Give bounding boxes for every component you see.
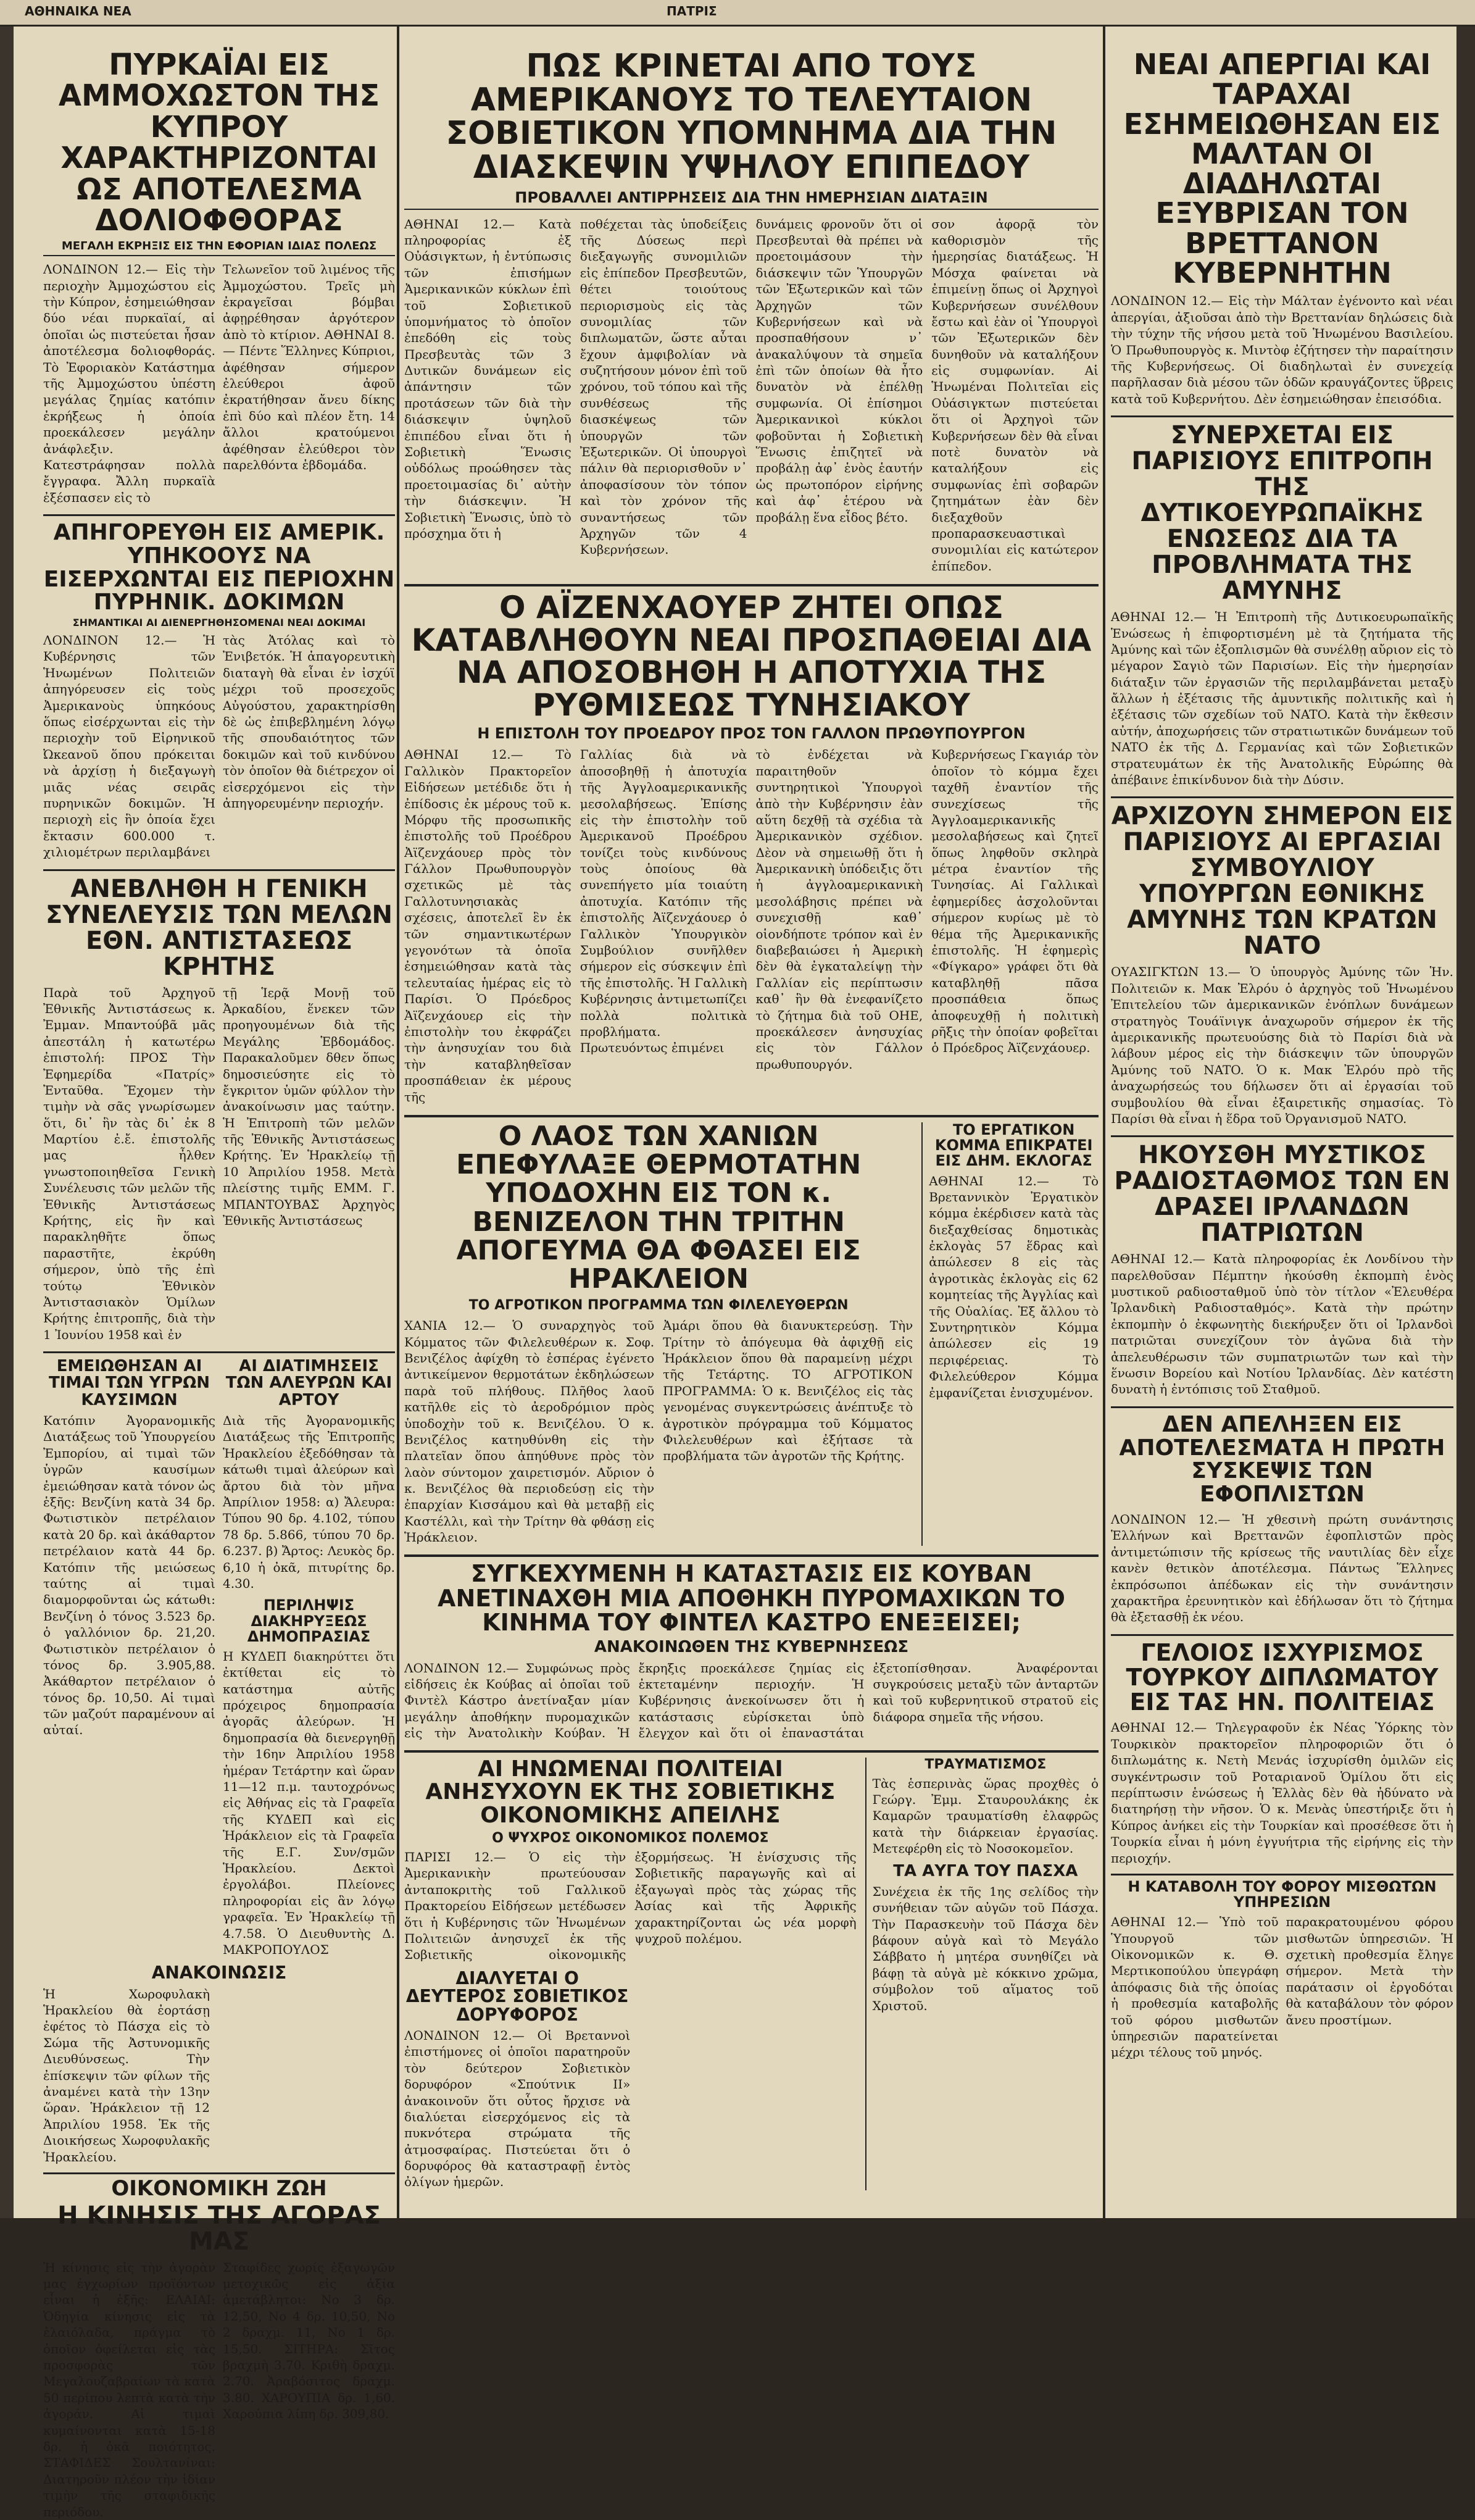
article-text: Η ΚΥΔΕΠ διακηρύττει ὅτι ἐκτίθεται εἰς τὸ κατάστημα αὐτῆς πρόχειρος δημοπρασία ἀγορᾶς ἀλεύρων. Ἡ δημοπρασία θὰ διενεργηθῇ τὴν 16ην Ἀπριλίου 1958 ἡμέραν Τετάρτην καὶ ὥραν 11—12 π.μ. ταυτοχρόνως εἰς Ἀθήνας εἰς τὰ Γραφεῖα τῆς ΚΥΔΕΠ καὶ εἰς Ἡράκλειον εἰς τὰ Γραφεῖα τῆς Ε.Γ. Συν/σμῶν Ἡρακλείου. Δεκτοὶ ἐργολάβοι. Πλείονες πληροφορίαι εἰς ἃν λόγῳ γραφεῖα. Ἐν Ἡρακλείῳ τῇ 4.7.58. Ὁ Διευθυντὴς Δ. ΜΑΚΡΟΠΟΥΛΟΣ [223,1648,395,1957]
right-column [1111,49,1453,2216]
article-text: ΛΟΝΔΙΝΟΝ 12.— Εἰς τὴν περιοχὴν Ἀμμοχώστου εἰς τὴν Κύπρον, ἐσημειώθησαν δύο νέαι πυρκαϊαί, αἱ ὁποῖαι ὡς πιστεύεται ἦσαν ἀποτέλεσμα δολιοφθοράς. Τὸ Ἐφοριακὸν Κατάστημα τῆς Ἀμμοχώστου ὑπέστη μεγάλας ζημίας κατόπιν ἐκρήξεως ἡ ὁποία προεκάλεσεν μεγάλην ἀνάφλεξιν. Κατεστράφησαν πολλὰ ἔγγραφα. Ἄλλη πυρκαϊὰ ἐξέσπασεν εἰς τὸ [43,262,215,505]
headline: Ο ΑΪΖΕΝΧΑΟΥΕΡ ΖΗΤΕΙ ΟΠΩΣ ΚΑΤΑΒΛΗΘΟΥΝ ΝΕΑΙ ΠΡΟΣΠΑΘΕΙΑΙ ΔΙΑ ΝΑ ΑΠΟΣΟΒΗΘΗ Η ΑΠΟΤΥΧΙΑ ΤΗΣ ΡΥΘΜΙΣΕΩΣ ΤΥΝΗΣΙΑΚΟΥ [404,584,1099,721]
article-text: ΑΘΗΝΑΙ 12.— Τὸ Γαλλικὸν Πρακτορεῖον Εἰδήσεων μετέδιδε ὅτι ἡ ἐπίδοσις ἐκ μέρους τοῦ κ. Μόρφυ τῆς προσωπικῆς ἐπιστολῆς τοῦ Προέδρου Ἀϊζενχάουερ πρὸς τὸν Γάλλον Πρωθυπουργὸν σχετικῶς μὲ τὰς Γαλλοτυνησιακὰς σχέσεις, ἀποτελεῖ ἓν ἐκ τῶν σημαντικωτέρων γεγονότων τὰ ὁποῖα ἐσημειώθησαν κατὰ τὰς τελευταίας ἡμέρας εἰς τὸ Παρίσι. Ὁ Πρόεδρος Ἀϊζενχάουερ εἰς τὴν ἐπιστολὴν του ἐκφράζει τὴν ἀνησυχίαν του διὰ τὴν καταβληθεῖσαν προσπάθειαν ἐκ μέρους τῆς [404,747,571,1104]
headline: Η ΚΑΤΑΒΟΛΗ ΤΟΥ ΦΟΡΟΥ ΜΙΣΘΩΤΩΝ ΥΠΗΡΕΣΙΩΝ [1111,1874,1453,1910]
page-right-edge [1456,0,1475,2218]
article-text: ΑΘΗΝΑΙ 12.— Κατὰ πληροφορίας ἐκ Λονδίνου τὴν παρελθοῦσαν Πέμπτην ἠκούσθη ἐκπομπὴ ἑνὸς μυστικοῦ ραδιοσταθμοῦ ὑπὸ τὸν τίτλον «Ἐλευθέρα Ἰρλανδικὴ Ραδιοσταθμός». Κατὰ τὴν πρώτην ἐκπομπὴν ὁ ἐκφωνητὴς διεκήρυξεν ὅτι οἱ Ἰρλανδοὶ πατριῶται συνεχίζουν τὸν ἀγῶνα διὰ τὴν ἀπελευθέρωσιν τῶν συμπατριωτῶν των καὶ τὴν ἕνωσιν Βορείου καὶ Νοτίου Ἰρλανδίας. Δὲν κατέστη δυνατὴ ἡ ἐντόπισις τοῦ Σταθμοῦ. [1111,1251,1453,1397]
headline: ΑΙ ΔΙΑΤΙΜΗΣΕΙΣ ΤΩΝ ΑΛΕΥΡΩΝ ΚΑΙ ΑΡΤΟΥ [225,1357,393,1409]
headline: ΔΙΑΛΥΕΤΑΙ Ο ΔΕΥΤΕΡΟΣ ΣΟΒΙΕΤΙΚΟΣ ΔΟΡΥΦΟΡΟΣ [405,1967,629,2025]
subheadline: Η ΕΠΙΣΤΟΛΗ ΤΟΥ ΠΡΟΕΔΡΟΥ ΠΡΟΣ ΤΟΝ ΓΑΛΛΟΝ ΠΡΩΘΥΠΟΥΡΓΟΝ [477,725,1026,743]
article-text: ΛΟΝΔΙΝΟΝ 12.— Ἡ χθεσινὴ πρώτη συνάντησις Ἑλλήνων καὶ Βρεττανῶν ἐφοπλιστῶν πρὸς ἀντιμετώπισιν τῆς κρίσεως τῆς ναυτιλίας δὲν εἶχε κανὲν θετικὸν ἀποτέλεσμα. Πάντως Ἕλληνες ἐκπρόσωποι ἀπέδωκαν εἰς τὴν συνάντησιν χαρακτῆρα ἐρευνητικὸν καὶ ἐδήλωσαν ὅτι τὸ ζήτημα θὰ ἐξετασθῇ ἐκ νέου. [1111,1512,1453,1625]
article-text: ΑΘΗΝΑΙ 12.— Ὑπὸ τοῦ Ὑπουργοῦ τῶν Οἰκονομικῶν κ. Θ. Μερτικοπούλου ὑπεγράφη ἀπόφασις διὰ τῆς ὁποίας ἡ προθεσμία καταβολῆς τοῦ φόρου μισθωτῶν ὑπηρεσιῶν παρατείνεται μέχρι τέλους τοῦ μηνός. [1111,1914,1279,2060]
headline: ΔΕΝ ΑΠΕΛΗΞΕΝ ΕΙΣ ΑΠΟΤΕΛΕΣΜΑΤΑ Η ΠΡΩΤΗ ΣΥΣΚΕΨΙΣ ΤΩΝ ΕΦΟΠΛΙΣΤΩΝ [1111,1406,1453,1506]
article-text: ΑΘΗΝΑΙ 12.— Τὸ Βρεταννικὸν Ἐργατικὸν κόμμα ἐκέρδισεν κατὰ τὰς διεξαχθείσας δημοτικὰς ἐκλογὰς 57 ἕδρας καὶ ἀπώλεσεν 8 εἰς τὰς ἀγροτικὰς ἐκλογὰς εἰς 62 κομητείας τῆς Ἀγγλίας καὶ τῆς Οὐαλίας. Ἐξ ἄλλου τὸ Συντηρητικὸν Κόμμα ἀπώλεσεν εἰς 19 περιφέρειας. Τὸ Φιλελεύθερον Κόμμα ἐμφανίζεται ἐνισχυμένον. [929,1173,1099,1400]
subheadline: ΜΕΓΑΛΗ ΕΚΡΗΞΙΣ ΕΙΣ ΤΗΝ ΕΦΟΡΙΑΝ ΙΔΙΑΣ ΠΟΛΕΩΣ [43,241,395,256]
column-rule [1103,25,1105,2218]
article-text: παρακρατουμένου φόρου μισθωτῶν ὑπηρεσιῶν. Ἡ σχετικὴ προθεσμία ἔληγε σήμερον. Μετὰ τὴν παράτασιν οἱ ἐργοδόται θὰ καταβάλουν τὸν φόρον ἄνευ προστίμων. [1286,1914,1453,2027]
center-column [404,49,1099,2216]
headline: Ο ΛΑΟΣ ΤΩΝ ΧΑΝΙΩΝ ΕΠΕΦΥΛΑΞΕ ΘΕΡΜΟΤΑΤΗΝ ΥΠΟΔΟΧΗΝ ΕΙΣ ΤΟΝ κ. ΒΕΝΙΖΕΛΟΝ ΤΗΝ ΤΡΙΤΗΝ ΑΠΟΓΕΥΜΑ ΘΑ ΦΘΑΣΕΙ ΕΙΣ ΗΡΑΚΛΕΙΟΝ [456,1120,862,1295]
headline: ΕΜΕΙΩΘΗΣΑΝ ΑΙ ΤΙΜΑΙ ΤΩΝ ΥΓΡΩΝ ΚΑΥΣΙΜΩΝ [48,1357,210,1409]
article-text: ΑΘΗΝΑΙ 12.— Τηλεγραφοῦν ἐκ Νέας Ὑόρκης τὸν Τουρκικὸν πρακτορεῖον πληροφοριῶν ὅτι ὁ διπλωμάτης κ. Νετὴ Μενάς ἰσχυρίσθη ὁμιλῶν εἰς συγκέντρωσιν τοῦ Ροταριανοῦ Ὁμίλου ὅτι εἰς περίπτωσιν ἑνώσεως ἡ Ἑλλὰς δὲν θὰ ἠδύνατο νὰ διατηρήσῃ τὴν νῆσον. Ὁ κ. Μενὰς ὑπεστήριξε ὅτι ἡ Κύπρος ἀνήκει εἰς τὴν Τουρκίαν καὶ προσέθεσε ὅτι ἡ Τουρκία εἶναι ἡ μόνη ἐγγυήτρια τῆς εἰρήνης εἰς τὴν περιοχήν. [1111,1720,1453,1866]
masthead-left: ΑΘΗΝΑΙΚΑ ΝΕΑ [25,4,131,19]
article-text: τῇ Ἱερᾷ Μονῇ τοῦ Ἀρκαδίου, ἕνεκεν τῶν προηγουμένων διὰ τῆς Μεγάλης Ἑβδομάδος. Παρακαλοῦμεν δθεν ὅπως δημοσιεύσητε εἰς τὸ ἔγκριτον ὑμῶν φύλλον τὴν ἀνακοίνωσιν μας ταύτην. Ἡ Ἐπιτροπὴ τῶν μελῶν τῆς Ἐθνικῆς Ἀντιστάσεως Κρήτης. Ἐν Ἡρακλείῳ τῇ 10 Ἀπριλίου 1958. Μετὰ πλείστης τιμῆς ΕΜΜ. Γ. ΜΠΑΝΤΟΥΒΑΣ Ἀρχηγὸς Ἐθνικῆς Ἀντιστάσεως [223,985,395,1229]
subheadline: ΑΝΑΚΟΙΝΩΘΕΝ ΤΗΣ ΚΥΒΕΡΝΗΣΕΩΣ [594,1638,909,1657]
subheadline: ΠΡΟΒΑΛΛΕΙ ΑΝΤΙΡΡΗΣΕΙΣ ΔΙΑ ΤΗΝ ΗΜΕΡΗΣΙΑΝ ΔΙΑΤΑΞΙΝ [404,190,1099,209]
headline: ΣΥΓΚΕΧΥΜΕΝΗ Η ΚΑΤΑΣΤΑΣΙΣ ΕΙΣ ΚΟΥΒΑΝ ΑΝΕΤΙΝΑΧΘΗ ΜΙΑ ΑΠΟΘΗΚΗ ΠΥΡΟΜΑΧΙΚΩΝ ΤΟ ΚΙΝΗΜΑ ΤΟΥ ΦΙΝΤΕΛ ΚΑΣΤΡΟ ΕΝΕΞΕΙΣΕΙ; [404,1554,1099,1636]
headline: ΤΡΑΥΜΑΤΙΣΜΟΣ [924,1756,1047,1772]
article-text: ΛΟΝΔΙΝΟΝ 12.— Συμφώνως πρὸς εἰδήσεις ἐκ Κούβας αἱ ὁποῖαι τοῦ Φιντὲλ Κάστρο ἀνετίναξαν μίαν μεγάλην ἀποθήκην πυρομαχικῶν εἰς τὴν Ἀνατολικὴν Κούβαν. Ἡ ἔκρηξις προεκάλεσε ζημίας εἰς ἐκτεταμένην περιοχήν. Ἡ Κυβέρνησις ἀνεκοίνωσεν ὅτι ἡ κατάστασις εὑρίσκεται ὑπὸ ἔλεγχον καὶ ὅτι οἱ ἐπαναστάται ἐξετοπίσθησαν. Ἀναφέρονται συγκρούσεις μεταξὺ τῶν ἀνταρτῶν καὶ τοῦ κυβερνητικοῦ στρατοῦ εἰς διάφορα σημεῖα τῆς νήσου. [404,1660,1099,1741]
article-text: ΛΟΝΔΙΝΟΝ 12.— Εἰς τὴν Μάλταν ἐγένοντο καὶ νέαι ἀπεργίαι, ἀξιοῦσαι ἀπὸ τὴν Βρεττανίαν δηλώσεις διὰ τὴν τύχην τῆς νήσου μετὰ τοῦ Ἡνωμένου Βασιλείου. Ὁ Πρωθυπουργὸς κ. Μιντὸφ ἐζήτησεν τὴν παραίτησιν τῆς Κυβερνήσεως. Οἱ διαδηλωταὶ ἐν συνεχείᾳ παρῆλασαν διὰ μέσου τῶν ὁδῶν κραυγάζοντες ὕβρεις κατὰ τοῦ Κυβερνήτου. Δὲν ἐσημειώθησαν ἐπεισόδια. [1111,293,1453,406]
masthead-strip [0,0,1475,27]
article-text: ΟΥΑΣΙΓΚΤΩΝ 13.— Ὁ ὑπουργὸς Ἀμύνης τῶν Ἡν. Πολιτειῶν κ. Μακ Ἐλρόυ ὁ ἀρχηγὸς τοῦ Ἡνωμένου Ἐπιτελείου τῶν ἀμερικανικῶν ἐνόπλων δυνάμεων στρατηγὸς Τουάϊνιγκ ἀναχωροῦν σήμερον ἐκ τῆς ἀμερικανικῆς πρωτευούσης διὰ τὸ Παρίσι διὰ νὰ λάβουν μέρος εἰς τὴν διάσκεψιν τῶν ὑπουργῶν Ἀμύνης τοῦ NATO. Ὁ κ. Μακ Ἐλρόυ πρὸ τῆς ἀναχωρήσεώς του δήλωσεν ὅτι αἱ ἐργασίαι τοῦ συμβουλίου θὰ εἶναι ἐξαιρετικῆς σημασίας. Τὸ Παρίσι θὰ εἶναι ἡ ἕδρα τοῦ Ὀργανισμοῦ NATO. [1111,964,1453,1126]
headline: ΝΕΑΙ ΑΠΕΡΓΙΑΙ ΚΑΙ ΤΑΡΑΧΑΙ ΕΣΗΜΕΙΩΘΗΣΑΝ ΕΙΣ ΜΑΛΤΑΝ ΟΙ ΔΙΑΔΗΛΩΤΑΙ ΕΞΥΒΡΙΣΑΝ ΤΟΝ ΒΡΕΤΤΑΝΟΝ ΚΥΒΕΡΝΗΤΗΝ [1123,48,1441,290]
headline: ΣΥΝΕΡΧΕΤΑΙ ΕΙΣ ΠΑΡΙΣΙΟΥΣ ΕΠΙΤΡΟΠΗ ΤΗΣ ΔΥΤΙΚΟΕΥΡΩΠΑΪΚΗΣ ΕΝΩΣΕΩΣ ΔΙΑ ΤΑ ΠΡΟΒΛΗΜΑΤΑ ΤΗΣ ΑΜΥΝΗΣ [1111,415,1453,604]
article-text: Παρὰ τοῦ Ἀρχηγοῦ Ἐθνικῆς Ἀντιστάσεως κ. Ἐμμαν. Μπαντούβᾶ μᾶς ἀπεστάλη ἡ κατωτέρω ἐπιστολή: ΠΡΟΣ Τὴν Ἐφημερίδα «Πατρίς» Ἐνταῦθα. Ἔχομεν τὴν τιμὴν νὰ σᾶς γνωρίσωμεν ὅτι, δι᾽ ἣν τὰς δι᾽ ἐκ 8 Μαρτίου ἐ.ἔ. ἐπιστολῆς μας ἦλθεν γνωστοποιηθεῖσα Γενικὴ Συνέλευσις τῶν μελῶν τῆς Ἐθνικῆς Ἀντιστάσεως Κρήτης, εἰς ἣν καὶ παρακληθῆτε ὅπως παραστῆτε, ἐκρύθη σήμερον, ὑπὸ τῆς ἐπὶ τούτῳ Ἐθνικὸν Ἀντιστασιακὸν Ὁμίλων Κρήτης ἐπιτροπῆς, διὰ τὴν 1 Ἰουνίου 1958 καὶ ἐν [43,985,215,1342]
subheadline: ΣΗΜΑΝΤΙΚΑΙ ΑΙ ΔΙΕΝΕΡΓΗΘΗΣΟΜΕΝΑΙ ΝΕΑΙ ΔΟΚΙΜΑΙ [72,617,366,629]
subheadline: ΤΟ ΑΓΡΟΤΙΚΟΝ ΠΡΟΓΡΑΜΜΑ ΤΩΝ ΦΙΛΕΛΕΥΘΕΡΩΝ [468,1298,849,1314]
article-text: Ἀμάρι ὅπου θὰ διανυκτερεύσῃ. Τὴν Τρίτην τὸ ἀπόγευμα θὰ ἀφιχθῇ εἰς Ἡράκλειον ὅπου θὰ παραμείνῃ μέχρι τῆς Τετάρτης. ΤΟ ΑΓΡΟΤΙΚΟΝ ΠΡΟΓΡΑΜΜΑ: Ὁ κ. Βενιζέλος εἰς τὰς γενομένας συγκεντρώσεις ἀνέπτυξε τὸ ἀγροτικὸν πρόγραμμα τοῦ Κόμματος Φιλελευθέρων καὶ ἐξήτασε τὰ προβλήματα τῶν ἀγροτῶν τῆς Κρήτης. [663,1318,913,1464]
headline: ΓΕΛΟΙΟΣ ΙΣΧΥΡΙΣΜΟΣ ΤΟΥΡΚΟΥ ΔΙΠΛΩΜΑΤΟΥ ΕΙΣ ΤΑΣ ΗΝ. ΠΟΛΙΤΕΙΑΣ [1111,1634,1453,1715]
headline: Η ΚΙΝΗΣΙΣ ΤΗΣ ΑΓΟΡΑΣ ΜΑΣ [57,2201,381,2256]
headline: ΑΡΧΙΖΟΥΝ ΣΗΜΕΡΟΝ ΕΙΣ ΠΑΡΙΣΙΟΥΣ ΑΙ ΕΡΓΑΣΙΑΙ ΣΥΜΒΟΥΛΙΟΥ ΥΠΟΥΡΓΩΝ ΕΘΝΙΚΗΣ ΑΜΥΝΗΣ ΤΩΝ ΚΡΑΤΩΝ ΝΑΤΟ [1111,796,1453,959]
article-text: σον ἀφορᾷ τὸν καθορισμὸν τῆς ἡμερησίας διατάξεως. Ἡ Μόσχα φαίνεται νὰ ἐπιμείνῃ ὅπως οἱ Ἀρχηγοὶ Κυβερνήσεων συνέλθουν ἔστω καὶ ἐὰν οἱ Ὑπουργοὶ τῶν Ἐξωτερικῶν δὲν δυνηθοῦν νὰ καταλήξουν εἰς συμφωνίαν. Αἱ Ἡνωμέναι Πολιτεῖαι εἰς Οὐάσιγκτων πιστεύεται ὅτι οἱ Ἀρχηγοὶ τῶν Κυβερνήσεων δὲν θὰ εἶναι ποτὲ δυνατὸν νὰ καταλήξουν εἰς συμφωνίας ἐπὶ σοβαρῶν ζητημάτων ἐὰν δὲν διεξαχθοῦν προπαρασκευαστικαὶ συνομιλίαι εἰς κατώτερον ἐπίπεδον. [931,216,1099,574]
article-text: Ἡ κίνησις εἰς τὴν ἀγορὰν μας ἐγχωρίων προϊόντων εἶναι ἡ ἑξῆς: ΕΛΑΙΑΙ: Ὁδηγία κίνησις εἰς τὰ ἐλαιόλαδα, πράγμα τὸ ὁποῖον ὀφείλεται εἰς τὰς προσφορὰς τῶν Μεγαλουζαβραίων τὰ κατὰ 50 περίπου λεπτὰ κατὰ τὴν ἀγοράν. Αἱ τιμαὶ κυμαίνονται κατὰ 15-18 δρ. ἡ ὀκᾶ ποιότητος. ΣΤΑΦΙΔΕΣ Σουλτανίναι: Διατηροῦν πλέον τὴν ἰδίαν τιμὴν τῆς σταφιδικῆς περιόδου. [43,2259,215,2519]
article-text: τὰς Ἀτόλας καὶ τὸ Ἐνιβετόκ. Ἡ ἀπαγορευτικὴ διαταγὴ θὰ εἶναι ἐν ἰσχύϊ μέχρι τοῦ προσεχοῦς Αὐγούστου, χαρακτηρίσθη δὲ ὡς ἐπιβεβλημένη λόγῳ τῆς σπουδαιότητος τῶν δοκιμῶν καὶ τοῦ κινδύνου τὸν ὁποῖον θὰ διέτρεχον οἱ εἰσερχόμενοι εἰς τὴν ἀπηγορευμένην περιοχήν. [223,633,395,811]
column-rule [397,25,399,2218]
headline: ΑΝΕΒΛΗΘΗ Η ΓΕΝΙΚΗ ΣΥΝΕΛΕΥΣΙΣ ΤΩΝ ΜΕΛΩΝ ΕΘΝ. ΑΝΤΙΣΤΑΣΕΩΣ ΚΡΗΤΗΣ [43,869,395,980]
article-text: Ἡ Χωροφυλακὴ Ἡρακλείου θὰ ἐορτάσῃ ἐφέτος τὸ Πάσχα εἰς τὸ Σώμα τῆς Ἀστυνομικῆς Διευθύνσεως. Τὴν ἐπίσκεψιν τῶν φίλων τῆς ἀναμένει κατὰ τὴν 13ην ὥραν. Ἡράκλειον τῇ 12 Ἀπριλίου 1958. Ἐκ τῆς Διοικήσεως Χωροφυλακῆς Ἡρακλείου. [43,1986,210,2164]
article-text: ΑΘΗΝΑΙ 12.— Κατὰ πληροφορίας ἐξ Οὐάσιγκτων, ἡ ἐντύπωσις τῶν ἐπισήμων Ἀμερικανικῶν κύκλων ἐπὶ τοῦ Σοβιετικοῦ ὑπομνήματος τὸ ὁποῖον ἐπεδόθη εἰς τοὺς Πρεσβευτὰς τῶν 3 Δυτικῶν δυνάμεων εἰς ἀπάντησιν τῶν προτάσεων τῶν διὰ τὴν διάσκεψιν ὑψηλοῦ ἐπιπέδου εἶναι ὅτι ἡ Σοβιετικὴ Ἕνωσις οὐδόλως προώθησεν τὰς προετοιμασίας δι᾽ αὐτὴν τὴν διάσκεψιν. Ἡ Σοβιετικὴ Ἕνωσις, ὑπὸ τὸ πρόσχημα ὅτι ἡ [404,216,571,541]
page-left-edge [0,0,14,2218]
article-text: Κυβερνήσεως Γκαγιάρ τὸν ὁποῖον τὸ κόμμα ἔχει ταχθῆ ἐναντίον τῆς συνεχίσεως τῆς Ἀγγλοαμερικανικῆς μεσολαβήσεως καὶ ζητεῖ ὅπως ληφθοῦν σκληρὰ μέτρα ἐναντίον τῆς Τυνησίας. Αἱ Γαλλικαὶ ἐφημερίδες ἀσχολοῦνται σήμερον κυρίως μὲ τὸ θέμα τῆς Ἀμερικανικῆς ἐπιστολῆς. Ἡ ἐφημερὶς «Φίγκαρο» γράφει ὅτι θὰ καταβληθῇ πᾶσα προσπάθεια ὅπως ἀποφευχθῇ ἡ πολιτικὴ ρῆξις τὴν ὁποίαν φοβεῖται ὁ Πρόεδρος Ἀϊζενχάουερ. [931,747,1099,1056]
article-text: ΠΑΡΙΣΙ 12.— Ὁ εἰς τὴν Ἀμερικανικὴν πρωτεύουσαν ἀνταποκριτὴς τοῦ Γαλλικοῦ Πρακτορείου Εἰδήσεων μετέδωσεν ὅτι ἡ Κυβέρνησις τῶν Ἡνωμένων Πολιτειῶν ἀνησυχεῖ ἐκ τῆς Σοβιετικῆς οἰκονομικῆς ἐξορμήσεως. Ἡ ἐνίσχυσις τῆς Σοβιετικῆς παραγωγῆς καὶ αἱ ἐξαγωγαὶ πρὸς τὰς χώρας τῆς Ἀσίας καὶ τῆς Ἀφρικῆς χαρακτηρίζονται ὡς νέα μορφὴ ψυχροῦ πολέμου. [404,1850,857,1963]
subheadline: Ο ΨΥΧΡΟΣ ΟΙΚΟΝΟΜΙΚΟΣ ΠΟΛΕΜΟΣ [492,1830,769,1846]
section-title: ΟΙΚΟΝΟΜΙΚΗ ΖΩΗ [43,2172,395,2200]
masthead-center: ΠΑΤΡΙΣ [667,4,717,19]
headline: ΤΑ ΑΥΓΑ ΤΟΥ ΠΑΣΧΑ [893,1861,1078,1880]
article-text: ΧΑΝΙΑ 12.— Ὁ συναρχηγὸς τοῦ Κόμματος τῶν Φιλελευθέρων κ. Σοφ. Βενιζέλος ἀφίχθη τὸ ἑσπέρας ἐγένετο ἀντικείμενον θερμοτάτων ἐκδηλώσεων παρὰ τοῦ πλήθους. Πλῆθος λαοῦ κατῆλθε εἰς τὸ ἀεροδρόμιον πρὸς ὑποδοχὴν τοῦ κ. Βενιζέλου. Ὁ κ. Βενιζέλος κατηυθύνθη εἰς τὴν πλατεῖαν ὅπου ἀπηύθυνε πρὸς τὸν λαὸν σύντομον χαιρετισμόν. Αὔριον ὁ κ. Βενιζέλος θὰ περιοδεύσῃ εἰς τὴν ἐπαρχίαν Κισσάμου καὶ θὰ μεταβῇ εἰς Καστέλλι, καὶ τὴν Τρίτην θὰ φθάσῃ εἰς Ἡράκλειον. [404,1318,655,1545]
headline: ΠΕΡΙΛΗΨΙΣ ΔΙΑΚΗΡΥΞΕΩΣ ΔΗΜΟΠΡΑΣΙΑΣ [247,1596,371,1645]
headline: ΑΙ ΗΝΩΜΕΝΑΙ ΠΟΛΙΤΕΙΑΙ ΑΝΗΣΥΧΟΥΝ ΕΚ ΤΗΣ ΣΟΒΙΕΤΙΚΗΣ ΟΙΚΟΝΟΜΙΚΗΣ ΑΠΕΙΛΗΣ [425,1756,836,1829]
headline: ΑΝΑΚΟΙΝΩΣΙΣ [151,1963,287,1984]
article-text: Γαλλίας διὰ νὰ ἀποσοβηθῇ ἡ ἀποτυχία τῆς Ἀγγλοαμερικανικῆς μεσολαβήσεως. Ἐπίσης εἰς τὴν ἐπιστολὴν τοῦ Ἀμερικανοῦ Προέδρου τονίζει τοὺς κινδύνους τοὺς ὁποίους θὰ συνεπήγετο μία τοιαύτη ἀποτυχία. Κατόπιν τῆς ἐπιστολῆς Ἀϊζενχάουερ ὁ Γαλλικὸν Ὑπουργικὸν Συμβούλιον συνῆλθεν σήμερον εἰς σύσκεψιν ἐπὶ τῆς ἐπιστολῆς. Ἡ Γαλλικὴ Κυβέρνησις ἀντιμετωπίζει πολλὰ πολιτικὰ προβλήματα. Πρωτευόντως ἐπιμένει [580,747,747,1056]
article-text: ποθέχεται τὰς ὑποδείξεις τῆς Δύσεως περὶ διεξαγωγῆς συνομιλιῶν εἰς ἐπίπεδον Πρεσβευτῶν, θέτει τοιούτους περιορισμοὺς εἰς τὰς συνομιλίας τῶν διπλωματῶν, ὥστε αὗται ἔχουν ἀμφιβολίαν νὰ συζητήσουν μόνον ἐπὶ τοῦ χρόνου, τοῦ τόπου καὶ τῆς συνθέσεως τῆς διασκέψεως τῶν ὑπουργῶν τῶν Ἐξωτερικῶν. Οἱ ὑπουργοὶ πάλιν θὰ περιορισθοῦν ν᾽ ἀποφασίσουν τὸν τόπον καὶ τὸν χρόνον τῆς συναντήσεως τῶν Ἀρχηγῶν τῶν 4 Κυβερνήσεων. [580,216,747,557]
article-text: Συνέχεια ἐκ τῆς 1ης σελίδος τὴν συνήθειαν τῶν αὐγῶν τοῦ Πάσχα. Τὴν Παρασκευὴν τοῦ Πάσχα δὲν βάφουν αὐγὰ καὶ τὸ Μεγάλο Σάββατο ἡ μητέρα συνηθίζει νὰ βάφῃ τὰ αὐγὰ μὲ κόκκινο χρῶμα, σύμβολον τοῦ αἵματος τοῦ Χριστοῦ. [872,1884,1099,2013]
article-text: ΛΟΝΔΙΝΟΝ 12.— Οἱ Βρεταννοὶ ἐπιστήμονες οἱ ὁποῖοι παρατηροῦν τὸν δεύτερον Σοβιετικὸν δορυφόρον «Σπούτνικ ΙΙ» ἀνακοινοῦν ὅτι οὗτος ἤρχισε νὰ διαλύεται εἰσερχόμενος εἰς τὰ πυκνότερα στρώματα τῆς ἀτμοσφαίρας. Πιστεύεται ὅτι ὁ δορυφόρος θὰ καταστραφῇ ἐντὸς ὀλίγων ἡμερῶν. [404,2027,631,2190]
headline: ΑΠΗΓΟΡΕΥΘΗ ΕΙΣ ΑΜΕΡΙΚ. ΥΠΗΚΟΟΥΣ ΝΑ ΕΙΣΕΡΧΩΝΤΑΙ ΕΙΣ ΠΕΡΙΟΧΗΝ ΠΥΡΗΝΙΚ. ΔΟΚΙΜΩΝ [43,514,395,614]
article-text: δυνάμεις φρονοῦν ὅτι οἱ Πρεσβευταὶ θὰ πρέπει νὰ προετοιμάσουν τὴν διάσκεψιν τῶν Ὑπουργῶν τῶν Ἐξωτερικῶν καὶ τῶν Ἀρχηγῶν τῶν Κυβερνήσεων καὶ νὰ προσπαθήσουν ν᾽ ἀνακαλύψουν τὰ σημεῖα ἐπὶ τῶν ὁποίων θὰ ἦτο δυνατὸν νὰ ἐπέλθῃ συμφωνία. Οἱ ἐπίσημοι Ἀμερικανικοὶ κύκλοι φοβοῦνται ἡ Σοβιετικὴ Ἕνωσις ἐπιζητεῖ νὰ προβάλῃ ἀφ᾽ ἑνὸς ἑαυτήν ὡς πρωτοπόρον εἰρήνης καὶ ἀφ᾽ ἑτέρου νὰ προβάλῃ ἕνα εἶδος βέτο. [755,216,923,525]
headline: ΠΥΡΚΑΪΑΙ ΕΙΣ ΑΜΜΟΧΩΣΤΟΝ ΤΗΣ ΚΥΠΡΟΥ ΧΑΡΑΚΤΗΡΙΖΟΝΤΑΙ ΩΣ ΑΠΟΤΕΛΕΣΜΑ ΔΟΛΙΟΦΘΟΡΑΣ [58,48,380,238]
article-text: Διὰ τῆς Ἀγορανομικῆς Διατάξεως τῆς Ἐπιτροπῆς Ἡρακλείου ἐξεδόθησαν τὰ κάτωθι τιμαὶ ἀλεύρων καὶ ἄρτου διὰ τὸν μῆνα Ἀπρίλιον 1958: α) Ἄλευρα: Τύπου 90 δρ. 4.102, τύπου 78 δρ. 5.866, τύπου 70 δρ. 6.237. β) Ἄρτος: Λευκὸς δρ. 6,10 ἡ ὀκᾶ, πιτυρίτης δρ. 4.30. [223,1413,395,1591]
headline: ΠΩΣ ΚΡΙΝΕΤΑΙ ΑΠΟ ΤΟΥΣ ΑΜΕΡΙΚΑΝΟΥΣ ΤΟ ΤΕΛΕΥΤΑΙΟΝ ΣΟΒΙΕΤΙΚΟΝ ΥΠΟΜΝΗΜΑ ΔΙΑ ΤΗΝ ΔΙΑΣΚΕΨΙΝ ΥΨΗΛΟΥ ΕΠΙΠΕΔΟΥ [446,48,1057,186]
article-text: τὸ ἐνδέχεται νὰ παραιτηθοῦν συντηρητικοὶ Ὑπουργοὶ ἀπὸ τὴν Κυβέρνησιν ἐὰν αὕτη δεχθῇ τὰ σχέδια τὰ Ἀμερικανικὸν σχέδιον. Δὲον νὰ σημειωθῇ ὅτι ἡ Ἀμερικανικὴ ὑπόδειξις ὅτι ἡ ἀγγλοαμερικανικὴ μεσολάβησις πρέπει νὰ συνεχισθῇ καθ᾽ οἱονδήποτε τρόπον καὶ ἐν διαβεβαιώσει ἡ Ἀμερικὴ δὲν θὰ ἐγκαταλείψῃ τὴν Γαλλίαν εἰς περίπτωσιν καθ᾽ ἣν θὰ ἐνεφανίζετο τὸ ζήτημα διὰ τοῦ ΟΗΕ, προεκάλεσεν ἀνησυχίας εἰς τὸν Γάλλον πρωθυπουργόν. [755,747,923,1072]
article-text: Τὰς ἑσπερινὰς ὥρας προχθὲς ὁ Γεώργ. Ἐμμ. Σταυρουλάκης ἐκ Καμαρῶν τραυματίσθη ἐλαφρῶς κατὰ τὴν διάρκειαν ἐργασίας. Μετεφέρθη εἰς τὸ Νοσοκομεῖον. [872,1775,1099,1856]
left-column [43,48,395,2519]
article-text: Κατόπιν Ἀγορανομικῆς Διατάξεως τοῦ Ὑπουργείου Ἐμπορίου, αἱ τιμαὶ τῶν ὑγρῶν καυσίμων ἐμειώθησαν κατὰ τόνον ὡς ἑξῆς: Βενζίνη κατὰ 34 δρ. Φωτιστικὸν πετρέλαιον κατὰ 20 δρ. καὶ ἀκάθαρτον πετρέλαιον κατὰ 44 δρ. Κατόπιν τῆς μειώσεως ταύτης αἱ τιμαὶ διαμορφοῦνται ὡς κάτωθι: Βενζίνη ὁ τόνος 3.523 δρ. ὁ γαλλόνιον δρ. 21,20. Φωτιστικὸν πετρέλαιον ὁ τόνος δρ. 3.905,88. Ἀκάθαρτον πετρέλαιον ὁ τόνος δρ. 10,50. Αἱ τιμαὶ τῶν μαζούτ παραμένουν αἱ αὐταί. [43,1413,215,1738]
article-text: ΑΘΗΝΑΙ 12.— Ἡ Ἐπιτροπὴ τῆς Δυτικοευρωπαϊκῆς Ἑνώσεως ἡ ἐπιφορτισμένη μὲ τὰ ζητήματα τῆς Ἀμύνης καὶ τῶν ἐξοπλισμῶν θὰ συνέλθῃ αὔριον εἰς τὸ μέγαρον Σαγιὸ τῶν Παρισίων. Εἰς τὴν ἡμερησίαν διάταξιν τῶν ἐργασιῶν τῆς περιλαμβάνεται μεταξὺ ἄλλων ἡ ἐξέτασις τῆς ἀμυντικῆς πολιτικῆς καὶ ἡ ἐξέτασις τῶν σχεδίων τοῦ NATO. Κατὰ τὴν ἔκθεσιν αὐτήν, ἀποχωρήσεις τῶν στρατιωτικῶν δυνάμεων τοῦ NATO ἐκ τῆς Δ. Γερμανίας καὶ τῶν Σοβιετικῶν στρατευμάτων ἐκ τῆς Ἀνατολικῆς Εὐρώπης θὰ ἀπέβαινε ἐπικίνδυνον διὰ τὴν Δύσιν. [1111,609,1453,788]
headline: ΤΟ ΕΡΓΑΤΙΚΟΝ ΚΟΜΜΑ ΕΠΙΚΡΑΤΕΙ ΕΙΣ ΔΗΜ. ΕΚΛΟΓΑΣ [934,1120,1093,1170]
article-text: ΛΟΝΔΙΝΟΝ 12.— Ἡ Κυβέρνησις τῶν Ἡνωμένων Πολιτειῶν ἀπηγόρευσεν εἰς τοὺς Ἀμερικανοὺς ὑπηκόους ὅπως εἰσέρχωνται εἰς τὴν περιοχὴν τοῦ Εἰρηνικοῦ Ὠκεανοῦ ὅπου πρόκειται νὰ ἀρχίσῃ ἡ διεξαγωγὴ μιᾶς νέας σειρᾶς πυρηνικῶν δοκιμῶν. Ἡ περιοχὴ εἰς ἣν ὁποία ἔχει ἔκτασιν 600.000 τ. χιλιομέτρων περιλαμβάνει [43,633,215,860]
article-text: Σταφίδες χωρίς ἐξαγωγῶν μετοχικῶς εἰς ἀξία ἀμετάβλητοι: Νο 3 δρ. 12,50, Νο 4 δρ. 10,50, Νο 2 δραχμ. 11, Νο 1 δρ. 15,50. ΣΙΤΗΡΑ: Σῖτος βραχμὴ 3.70. Κριθὴ δραχμ. 2.70. Ἀραβόσιτος δραχμ. 3.80. ΧΑΡΟΥΠΙΑ δρ. 1,60. Χαρούπια λίπη δρ. 309,80. [223,2259,395,2422]
article-text: Τελωνεῖον τοῦ λιμένος τῆς Ἀμμοχώστου. Τρεῖς μὴ ἐκραγεῖσαι βόμβαι ἀφῃρέθησαν ἀργότερον ἀπὸ τὸ κτίριον. ΑΘΗΝΑΙ 8.— Πέντε Ἕλληνες Κύπριοι, ἀφέθησαν σήμερον ἐλεύθεροι ἀφοῦ ἐκρατήθησαν ἄνευ δίκης ἐπὶ δύο καὶ πλέον ἔτη. 14 ἄλλοι κρατούμενοι ἀφέθησαν ἐλεύθεροι τὸν παρελθόντα ἑβδομάδα. [223,262,395,472]
headline: ΗΚΟΥΣΘΗ ΜΥΣΤΙΚΟΣ ΡΑΔΙΟΣΤΑΘΜΟΣ ΤΩΝ ΕΝ ΔΡΑΣΕΙ ΙΡΛΑΝΔΩΝ ΠΑΤΡΙΩΤΩΝ [1111,1135,1453,1246]
